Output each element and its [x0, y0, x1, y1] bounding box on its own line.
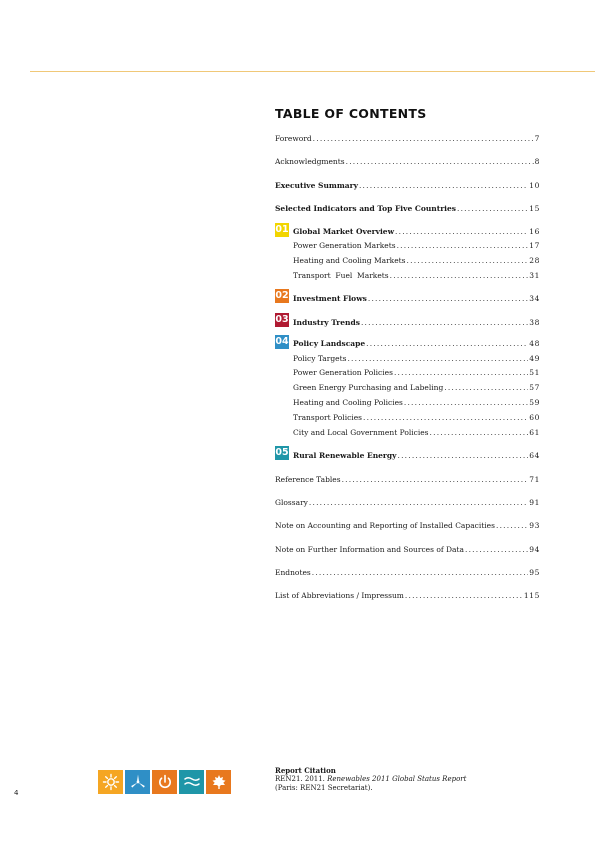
- toc-entry-foreword[interactable]: Foreword ..... 7: [275, 132, 540, 144]
- chapter-03-badge: 03: [275, 314, 289, 325]
- toc-entry-selected-indicators[interactable]: Selected Indicators and Top Five Countries ..... 15: [275, 202, 540, 214]
- renewables-icon-strip: [98, 770, 231, 794]
- toc-entry-global-market-overview[interactable]: Global Market Overview ..... 16: [293, 225, 540, 237]
- wind-turbine-icon: [125, 770, 150, 794]
- toc-entry-note-accounting[interactable]: Note on Accounting and Reporting of Installed Capacities ..... 93: [275, 519, 540, 531]
- toc-entry-green-energy-purchasing[interactable]: Green Energy Purchasing and Labeling ..... 57: [293, 381, 540, 393]
- citation-line-1: [275, 775, 466, 784]
- toc-entry-list-of-abbreviations[interactable]: List of Abbreviations / Impressum ..... 115: [275, 589, 540, 601]
- leaf-icon: [206, 770, 231, 794]
- top-divider: [30, 71, 595, 72]
- toc-title: TABLE OF CONTENTS: [275, 106, 427, 121]
- chapter-02-badge: 02: [275, 290, 289, 301]
- citation-report-title: Renewables 2011 Global Status Report: [327, 775, 467, 783]
- toc-entry-power-generation-policies[interactable]: Power Generation Policies ..... 51: [293, 366, 540, 378]
- toc-entry-glossary[interactable]: Glossary ..... 91: [275, 496, 540, 508]
- toc-entry-acknowledgments[interactable]: Acknowledgments ..... 8: [275, 155, 540, 167]
- toc-entry-city-local-government-policies[interactable]: City and Local Government Policies ..... 61: [293, 426, 540, 438]
- chapter-01-badge: 01: [275, 224, 289, 235]
- toc-entry-heating-cooling-policies[interactable]: Heating and Cooling Policies ..... 59: [293, 396, 540, 408]
- toc-entry-investment-flows[interactable]: Investment Flows ..... 34: [293, 292, 540, 304]
- toc-entry-policy-landscape[interactable]: Policy Landscape ..... 48: [293, 337, 540, 349]
- chapter-05-badge: 05: [275, 447, 289, 458]
- toc-entry-transport-policies[interactable]: Transport Policies ..... 60: [293, 411, 540, 423]
- toc-entry-note-further-information[interactable]: Note on Further Information and Sources of Data ..... 94: [275, 543, 540, 555]
- power-icon: [152, 770, 177, 794]
- sun-icon: [98, 770, 123, 794]
- toc-entry-transport-fuel-markets[interactable]: Transport Fuel Markets ..... 31: [293, 269, 540, 281]
- toc-entry-power-generation-markets[interactable]: Power Generation Markets ..... 17: [293, 239, 540, 251]
- toc-entry-policy-targets[interactable]: Policy Targets ..... 49: [293, 352, 540, 364]
- toc-entry-reference-tables[interactable]: Reference Tables ..... 71: [275, 473, 540, 485]
- chapter-04-badge: 04: [275, 336, 289, 347]
- water-waves-icon: [179, 770, 204, 794]
- citation-prefix: REN21. 2011.: [275, 775, 325, 783]
- toc-entry-endnotes[interactable]: Endnotes ..... 95: [275, 566, 540, 578]
- toc-entry-industry-trends[interactable]: Industry Trends ..... 38: [293, 316, 540, 328]
- report-citation: [275, 766, 466, 793]
- toc-entry-rural-renewable-energy[interactable]: Rural Renewable Energy ..... 64: [293, 449, 540, 461]
- citation-heading: Report Citation: [275, 766, 336, 775]
- toc-entry-executive-summary[interactable]: Executive Summary ..... 10: [275, 179, 540, 191]
- citation-line-2: (Paris: REN21 Secretariat).: [275, 784, 373, 792]
- page-number: 4: [14, 789, 19, 797]
- toc-entry-heating-cooling-markets[interactable]: Heating and Cooling Markets ..... 28: [293, 254, 540, 266]
